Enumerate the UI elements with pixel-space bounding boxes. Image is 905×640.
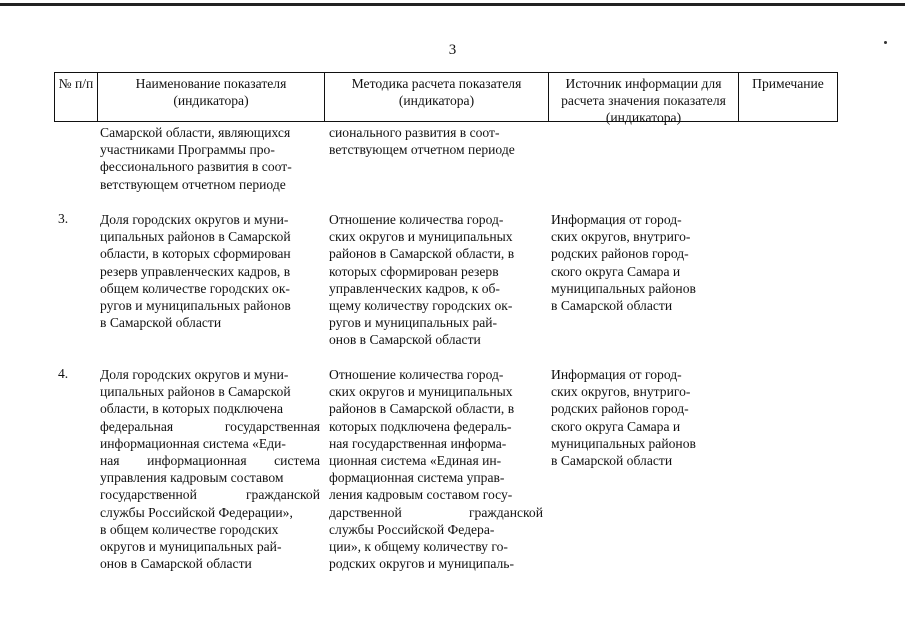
text-line: родских округов и муниципаль- bbox=[329, 556, 515, 572]
row4-name-cell bbox=[100, 366, 320, 572]
text-line: Информация от город- bbox=[551, 367, 682, 382]
text-line: ципальных районов в Самарской bbox=[100, 229, 291, 245]
row-number: 4. bbox=[58, 366, 69, 381]
row4-method-cell bbox=[329, 366, 543, 572]
text-line: Доля городских округов и муни- bbox=[100, 212, 289, 227]
header-method: Методика расчета показателя (индикатора) bbox=[324, 72, 549, 122]
text-line: Отношение количества город- bbox=[329, 367, 504, 382]
text-line: ского округа Самара и bbox=[551, 263, 681, 279]
text-line: в Самарской области bbox=[551, 298, 673, 314]
text-line: ских округов, внутриго- bbox=[551, 384, 691, 400]
text-line: щему количеству городских ок- bbox=[329, 298, 513, 314]
text-line: ционная система «Единая ин- bbox=[329, 453, 502, 469]
text-line: области, в которых подключена bbox=[100, 401, 284, 417]
header-num: № п/п bbox=[54, 72, 98, 122]
text-line: ругов и муниципальных районов bbox=[100, 298, 291, 314]
cont-name-cell bbox=[100, 124, 320, 193]
text-line: которых сформирован резерв bbox=[329, 263, 499, 279]
text-line: родских районов город- bbox=[551, 401, 689, 417]
text-line: дарственной гражданской bbox=[329, 504, 543, 520]
text-line: информационная система «Еди- bbox=[100, 435, 286, 451]
row3-method-cell bbox=[329, 211, 543, 349]
text-line: Доля городских округов и муни- bbox=[100, 367, 289, 382]
header-name: Наименование показателя (индикатора) bbox=[97, 72, 325, 122]
cont-method-cell bbox=[329, 124, 543, 158]
text-line: ции», к общему количеству го- bbox=[329, 539, 508, 555]
text-line: ветствующем отчетном периоде bbox=[100, 176, 286, 192]
text-line: муниципальных районов bbox=[551, 435, 696, 451]
text-line: федеральная государственная bbox=[100, 418, 320, 434]
text-line: Информация от город- bbox=[551, 212, 682, 227]
text-line: в Самарской области bbox=[551, 453, 673, 469]
row3-source-cell bbox=[551, 211, 718, 314]
text-line: ления кадровым составом госу- bbox=[329, 487, 513, 503]
row4-source-cell bbox=[551, 366, 718, 469]
text-line: ципальных районов в Самарской bbox=[100, 384, 291, 400]
text-line: округов и муниципальных рай- bbox=[100, 539, 282, 555]
text-line: государственной гражданской bbox=[100, 487, 320, 503]
text-line: ная государственная информа- bbox=[329, 435, 507, 451]
text-line: онов в Самарской области bbox=[329, 332, 481, 348]
text-line: управления кадровым составом bbox=[100, 470, 284, 486]
text-line: области, в которых сформирован bbox=[100, 246, 291, 262]
top-border-rule bbox=[0, 3, 905, 6]
text-line: родских районов город- bbox=[551, 246, 689, 262]
text-line: Самарской области, являющихся bbox=[100, 125, 291, 140]
text-line: общем количестве городских ок- bbox=[100, 280, 290, 296]
row3-name-cell bbox=[100, 211, 320, 331]
text-line: Отношение количества город- bbox=[329, 212, 504, 227]
page-number: 3 bbox=[448, 42, 457, 58]
text-line: службы Российской Федера- bbox=[329, 521, 495, 537]
text-line: участниками Программы про- bbox=[100, 142, 275, 158]
text-line: ского округа Самара и bbox=[551, 418, 681, 434]
text-line: районов в Самарской области, в bbox=[329, 246, 515, 262]
text-line: фессионального развития в соот- bbox=[100, 159, 292, 175]
header-note: Примечание bbox=[738, 72, 838, 122]
text-line: в Самарской области bbox=[100, 315, 222, 331]
text-line: районов в Самарской области, в bbox=[329, 401, 515, 417]
scan-speck bbox=[884, 41, 887, 44]
text-line: ских округов, внутриго- bbox=[551, 229, 691, 245]
text-line: онов в Самарской области bbox=[100, 556, 252, 572]
text-line: ругов и муниципальных рай- bbox=[329, 315, 498, 331]
header-source: Источник информации для расчета значения показателя (индикатора) bbox=[548, 72, 739, 122]
text-line: резерв управленческих кадров, в bbox=[100, 263, 291, 279]
text-line: в общем количестве городских bbox=[100, 521, 279, 537]
text-line: службы Российской Федерации», bbox=[100, 504, 293, 520]
row-number: 3. bbox=[58, 211, 69, 226]
text-line: ских округов и муниципальных bbox=[329, 229, 513, 245]
text-line: управленческих кадров, к об- bbox=[329, 280, 500, 296]
text-line: сионального развития в соот- bbox=[329, 125, 500, 140]
text-line: муниципальных районов bbox=[551, 280, 696, 296]
text-line: которых подключена федераль- bbox=[329, 418, 512, 434]
text-line: ветствующем отчетном периоде bbox=[329, 142, 515, 158]
text-line: ная информационная система bbox=[100, 453, 320, 469]
text-line: ских округов и муниципальных bbox=[329, 384, 513, 400]
text-line: формационная система управ- bbox=[329, 470, 505, 486]
